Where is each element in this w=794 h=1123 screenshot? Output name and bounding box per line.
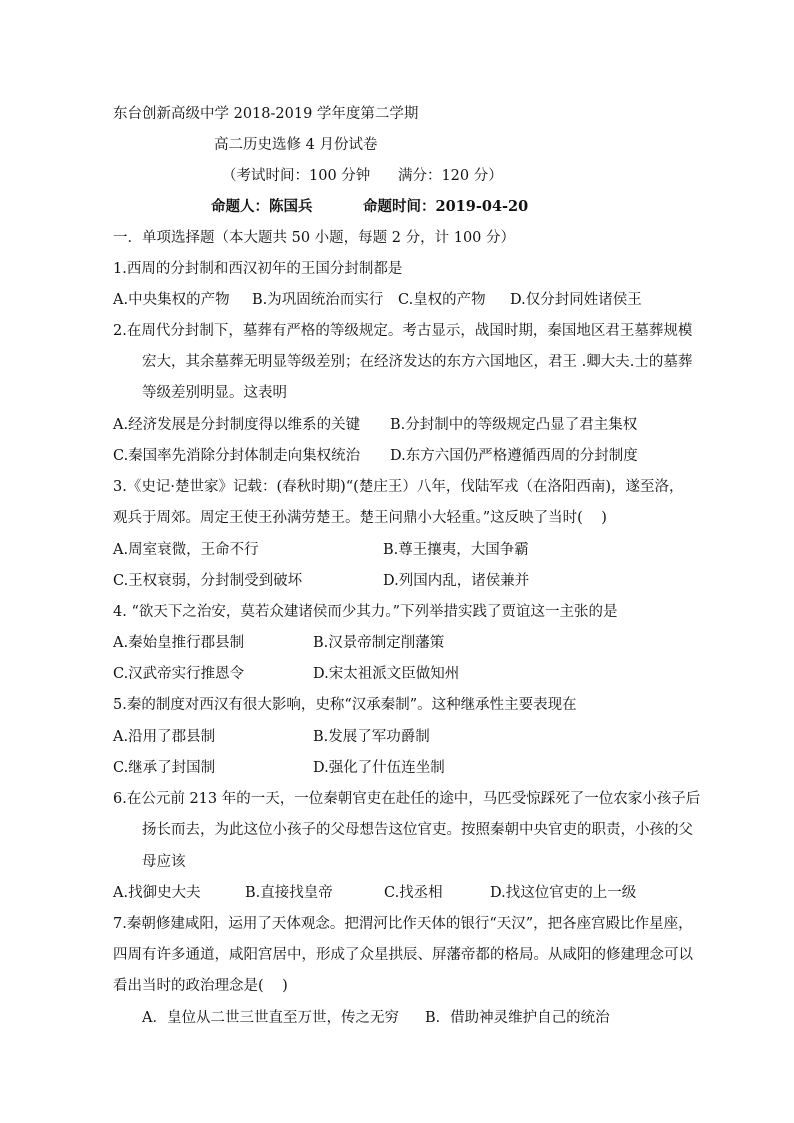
q6-option-d: D.找这位官吏的上一级 bbox=[490, 885, 637, 901]
q5-option-b: B.发展了军功爵制 bbox=[313, 729, 430, 745]
question-3-stem-line-2: 观兵于周郊。周定王使王孙满劳楚王。楚王问鼎小大轻重。”这反映了当时( ) bbox=[113, 510, 607, 526]
question-7-stem-line-3: 看出当时的政治理念是( ) bbox=[113, 978, 288, 994]
author-line: 命题人：陈国兵 命题时间：2019-04-20 bbox=[211, 198, 529, 215]
question-2-stem-line-1: 2.在周代分封制下，墓葬有严格的等级规定。考古显示，战国时期，秦国地区君王墓葬规模 bbox=[113, 323, 693, 339]
question-7-stem-line-2: 四周有许多通道，咸阳宫居中，形成了众星拱辰、屏藩帝都的格局。从咸阳的修建理念可以 bbox=[113, 947, 693, 963]
question-1-stem: 1.西周的分封制和西汉初年的王国分封制都是 bbox=[113, 261, 403, 277]
q7-option-b: B．借助神灵维护自己的统治 bbox=[425, 1010, 610, 1026]
q4-option-b: B.汉景帝制定削藩策 bbox=[313, 635, 445, 651]
q3-option-a: A.周室衰微，王命不行 bbox=[113, 542, 259, 558]
question-5-stem: 5.秦的制度对西汉有很大影响，史称“汉承秦制”。这种继承性主要表现在 bbox=[113, 697, 577, 713]
question-6-stem-line-1: 6.在公元前 213 年的一天，一位秦朝官吏在赴任的途中，马匹受惊踩死了一位农家小孩子后 bbox=[113, 791, 701, 807]
q5-option-a: A.沿用了郡县制 bbox=[113, 729, 216, 745]
question-6-stem-line-3: 母应该 bbox=[142, 854, 186, 870]
q7-option-a: A．皇位从二世三世直至万世，传之无穷 bbox=[142, 1010, 399, 1026]
q6-option-a: A.找御史大夫 bbox=[113, 885, 201, 901]
exam-info: （考试时间：100 分钟 满分：120 分） bbox=[222, 168, 503, 184]
q4-option-a: A.秦始皇推行郡县制 bbox=[113, 635, 245, 651]
q1-option-c: C.皇权的产物 bbox=[398, 292, 486, 308]
q2-option-a: A.经济发展是分封制度得以维系的关键 bbox=[113, 417, 361, 433]
question-2-stem-line-3: 等级差别明显。这表明 bbox=[142, 385, 287, 401]
q5-option-c: C.继承了封国制 bbox=[113, 760, 216, 776]
section-heading: 一．单项选择题（本大题共 50 小题，每题 2 分，计 100 分） bbox=[113, 230, 516, 246]
q4-option-d: D.宋太祖派文臣做知州 bbox=[313, 666, 460, 682]
q5-option-d: D.强化了什伍连坐制 bbox=[313, 760, 445, 776]
q3-option-c: C.王权衰弱，分封制受到破坏 bbox=[113, 573, 303, 589]
q3-option-b: B.尊王攘夷，大国争霸 bbox=[383, 542, 529, 558]
q1-option-d: D.仅分封同姓诸侯王 bbox=[510, 292, 642, 308]
school-term: 东台创新高级中学 2018-2019 学年度第二学期 bbox=[113, 106, 419, 122]
question-7-stem-line-1: 7.秦朝修建咸阳，运用了天体观念。把渭河比作天体的银行“天汉”，把各座宫殿比作星座， bbox=[113, 916, 693, 932]
q2-option-c: C.秦国率先消除分封体制走向集权统治 bbox=[113, 448, 361, 464]
q6-option-c: C.找丞相 bbox=[384, 885, 443, 901]
question-6-stem-line-2: 扬长而去，为此这位小孩子的父母想告这位官吏。按照秦朝中央官吏的职责，小孩的父 bbox=[142, 822, 693, 838]
question-3-stem-line-1: 3.《史记·楚世家》记载：(春秋时期)“(楚庄王）八年，伐陆军戎（在洛阳西南)，遂至洛， bbox=[113, 479, 684, 495]
q1-option-b: B.为巩固统治而实行 bbox=[252, 292, 384, 308]
q6-option-b: B.直接找皇帝 bbox=[245, 885, 333, 901]
question-4-stem: 4. “欲天下之治安，莫若众建诸侯而少其力。”下列举措实践了贾谊这一主张的是 bbox=[113, 604, 618, 620]
q1-option-a: A.中央集权的产物 bbox=[113, 292, 230, 308]
q4-option-c: C.汉武帝实行推恩令 bbox=[113, 666, 245, 682]
q2-option-d: D.东方六国仍严格遵循西周的分封制度 bbox=[390, 448, 638, 464]
question-2-stem-line-2: 宏大，其余墓葬无明显等级差别；在经济发达的东方六国地区，君王 .卿大夫.士的墓葬 bbox=[142, 354, 693, 370]
q3-option-d: D.列国内乱，诸侯兼并 bbox=[383, 573, 530, 589]
exam-title: 高二历史选修 4 月份试卷 bbox=[214, 137, 378, 153]
q2-option-b: B.分封制中的等级规定凸显了君主集权 bbox=[390, 417, 638, 433]
